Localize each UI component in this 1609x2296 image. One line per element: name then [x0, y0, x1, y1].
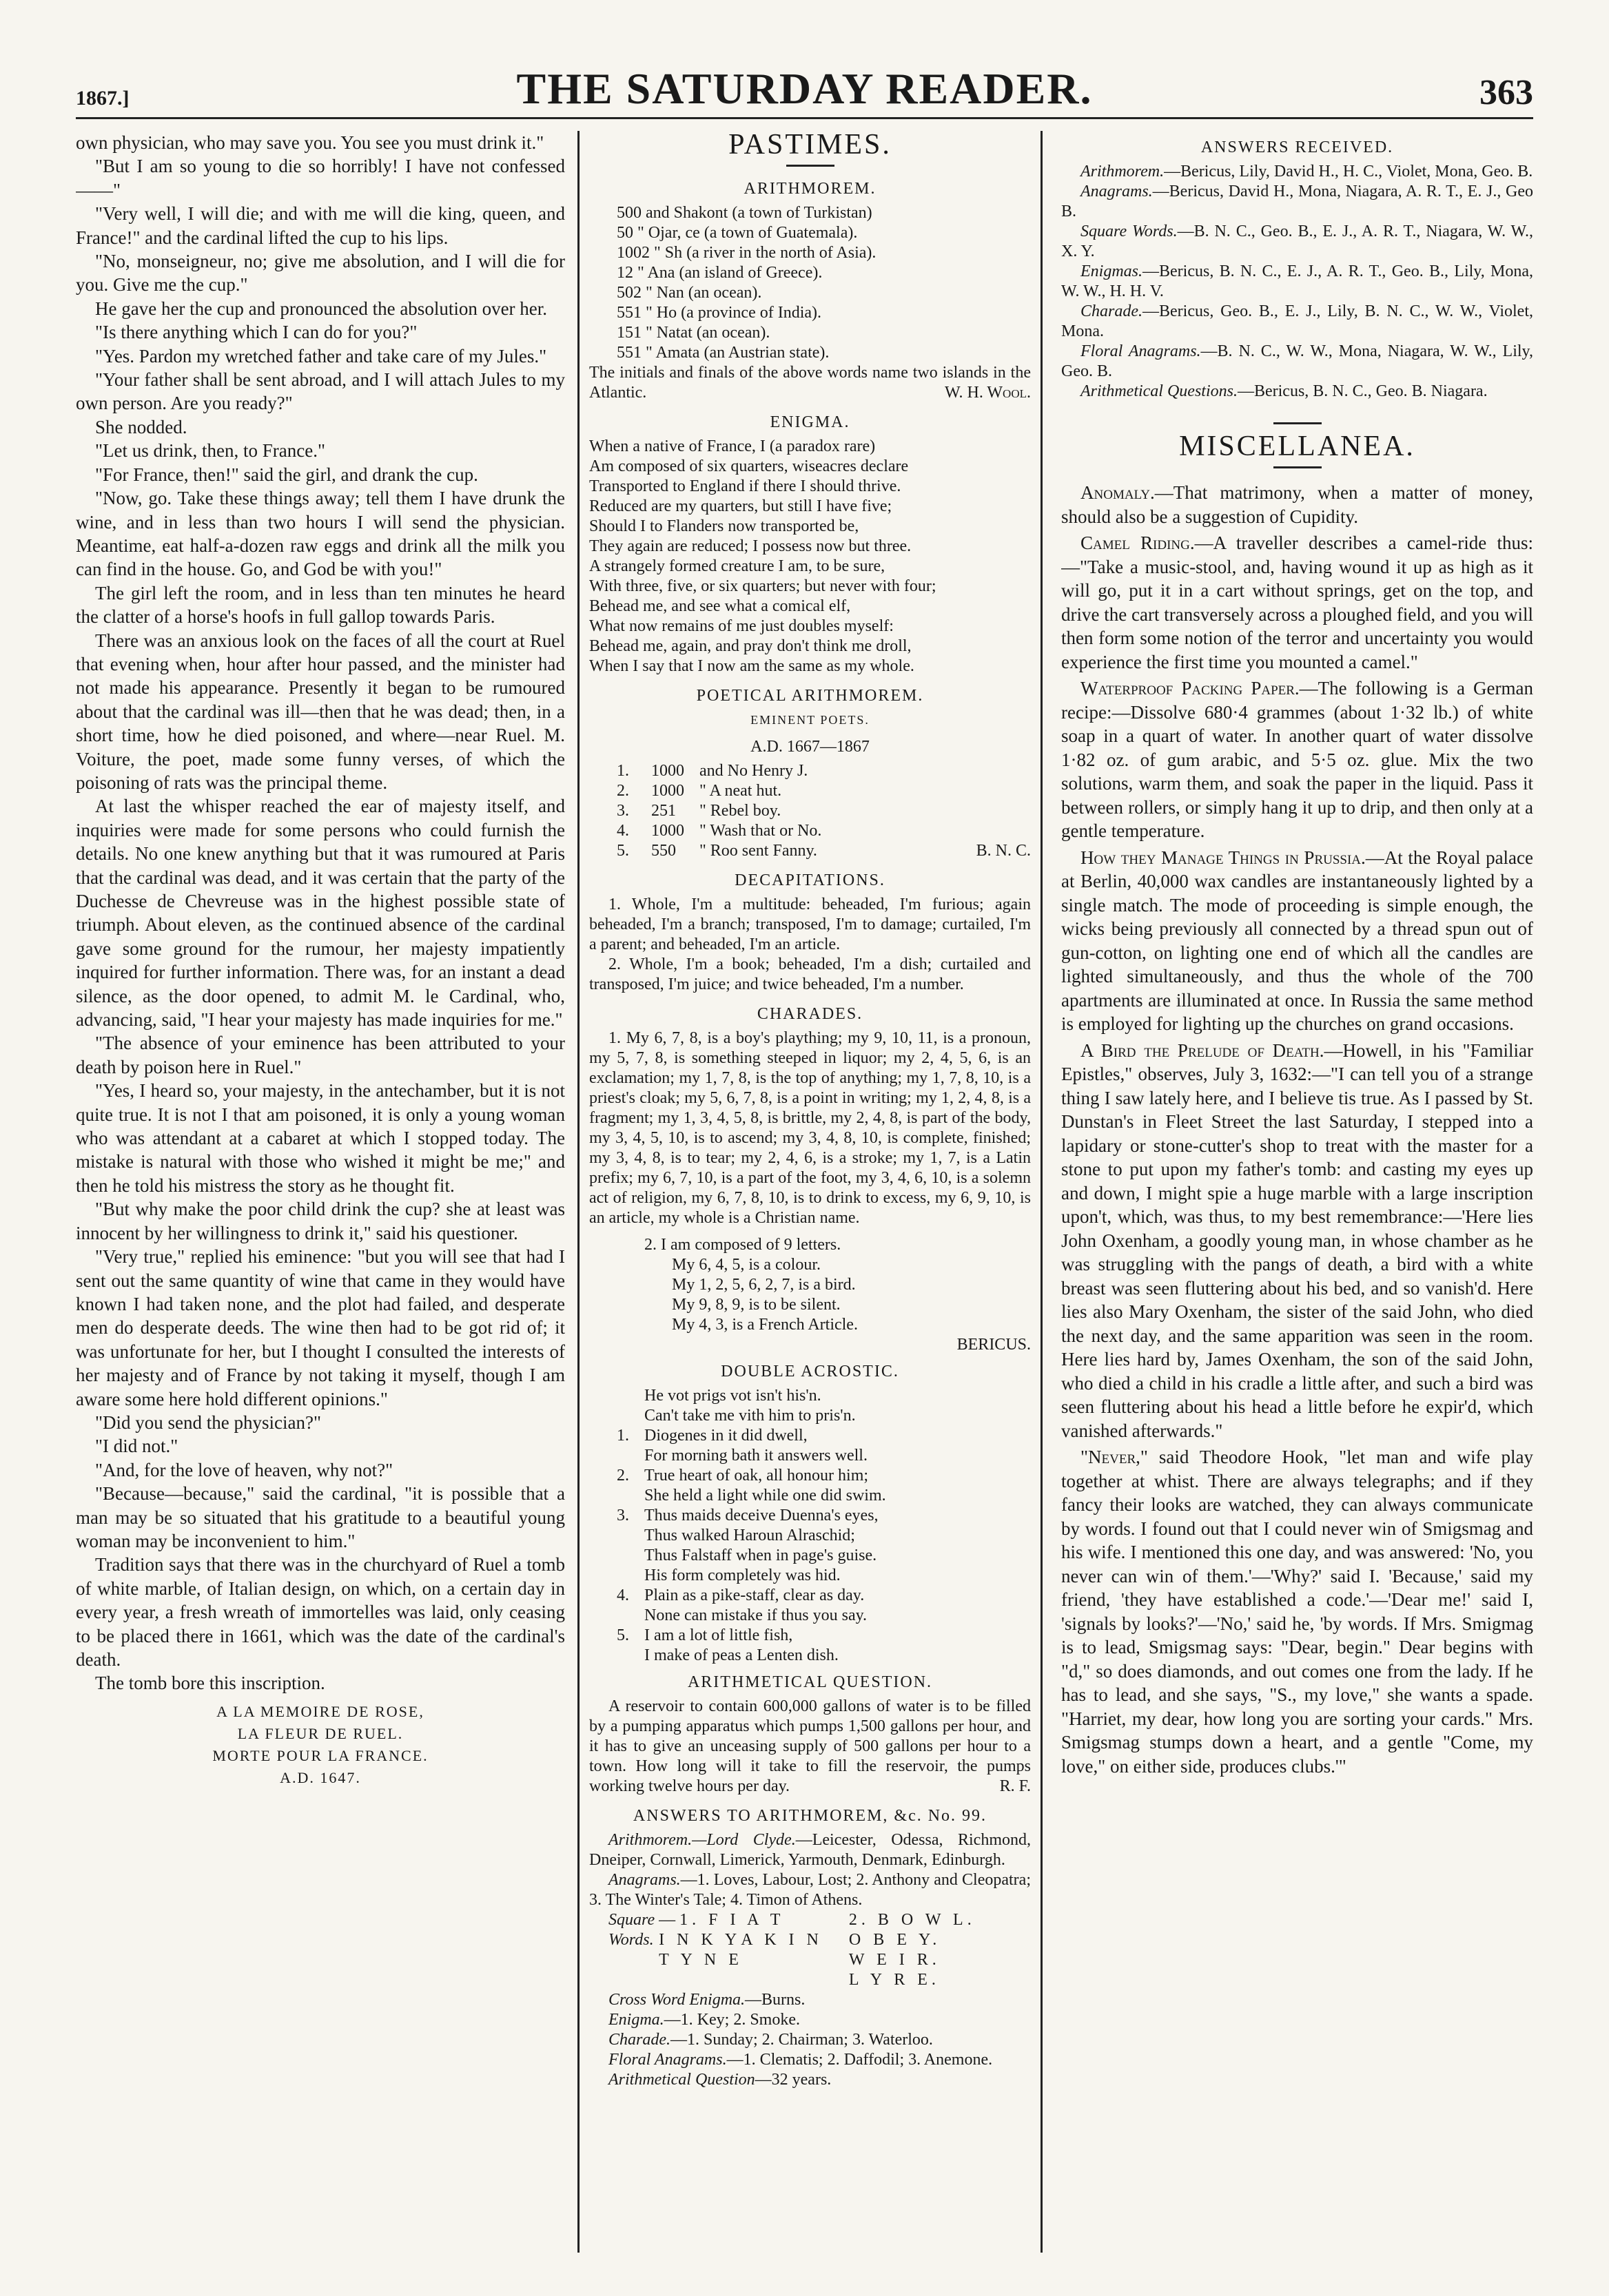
arithmorem-title: ARITHMOREM.	[744, 180, 877, 198]
miscellanea-title: MISCELLANEA.	[1179, 431, 1415, 462]
acrostic-text: She held a light while one did swim.	[644, 1487, 886, 1504]
enigma-line: Transported to England if there I should thrive.	[589, 477, 901, 495]
arith-question-signature: R. F.	[999, 1777, 1031, 1795]
arithmorem-line: 502 " Nan (an ocean).	[617, 284, 762, 302]
inscription-line: LA FLEUR DE RUEL.	[237, 1724, 404, 1742]
answer-received-item	[1061, 182, 1533, 222]
enigma-title: ENIGMA.	[770, 413, 850, 431]
miscellanea-item	[1061, 1445, 1533, 1778]
story-paragraph: own physician, who may save you. You see you must drink it."	[76, 132, 544, 153]
charades-title: CHARADES.	[757, 1005, 863, 1023]
story-paragraph: "Did you send the physician?"	[95, 1411, 321, 1433]
header-date: 1867.]	[76, 87, 130, 110]
acrostic-number: 5.	[617, 1626, 629, 1644]
story-paragraph: "The absence of your eminence has been attributed to your death by poison here in Ruel."	[76, 1033, 565, 1077]
arith-question-text: A reservoir to contain 600,000 gallons of water is to be filled by a pumping apparatus which pumps 1,500 gallons per hour, and it has to give an unceasing supply of 500 gallons per hour to a town. How long will it take to fill the reservoir, the pumps working twelve hours per day. R. F.	[589, 1697, 1031, 1795]
acrostic-line	[589, 1566, 1031, 1586]
poetical-years: A.D. 1667—1867	[750, 738, 870, 756]
miscellanea-text: —A traveller describes a camel-ride thus:—"Take a music-stool, and, having wound it up as high as it will go, put it in a cart without springs, get on the top, and drive the cart transversely across a ploughed field, and you will then form some notion of the terror and uncertainty you would experience the first time you mounted a camel."	[1061, 532, 1533, 672]
poetical-item-text: and No Henry J.	[699, 762, 808, 780]
answer-anagrams: Anagrams.—1. Loves, Labour, Lost; 2. Anthony and Cleopatra; 3. The Winter's Tale; 4. Timon of Athens.	[589, 1871, 1031, 1909]
story-paragraph: "And, for the love of heaven, why not?"	[95, 1459, 393, 1480]
inscription-line: MORTE POUR LA FRANCE.	[212, 1746, 429, 1764]
enigma-line: Behead me, again, and pray don't think me droll,	[589, 637, 912, 655]
enigma-line: Am composed of six quarters, wiseacres declare	[589, 457, 909, 475]
charade-line: 2. I am composed of 9 letters.	[644, 1236, 841, 1254]
answer-names: —Bericus, Lily, David H., H. C., Violet, Mona, Geo. B.	[1164, 163, 1533, 180]
enigma-line: They again are reduced; I possess now but three.	[589, 537, 912, 555]
poetical-item-value: 1000	[651, 762, 684, 780]
arithmorem-line: 1002 " Sh (a river in the north of Asia).	[617, 244, 877, 262]
miscellanea-text: —The following is a German recipe:—Dissolve 680·4 grammes (about 1·32 lb.) of white soap in a quart of water. In another quart of water dissolve 1·82 oz. of gum arabic, and 5·5 oz. glue. Mix the two solutions, warm them, and soak the paper in the liquid. Pass it between rollers, or simply hang it up to drip, and then only at a gentle temperature.	[1061, 678, 1533, 841]
enigma-line: Reduced are my quarters, but still I have five;	[589, 497, 892, 515]
square-word-right: L Y R E.	[848, 1971, 940, 1989]
story-paragraph: "Very true," replied his eminence: "but you will see that had I sent out the same quantity of wine that came in they would have known I had taken none, and the plot had failed, and desperate men do desperate deeds. The wine then had to be got rid of; it was unfortunate for her, but I thought I consulted the interests of her majesty and of France by not taking it myself, though I am aware some here hold different opinions."	[76, 1246, 565, 1409]
acrostic-text: Thus maids deceive Duenna's eyes,	[644, 1507, 879, 1524]
story-paragraph: "Let us drink, then, to France."	[95, 440, 325, 462]
acrostic-text: For morning bath it answers well.	[644, 1447, 868, 1465]
charade-item-1: 1. My 6, 7, 8, is a boy's plaything; my 9, 10, 11, is a pronoun, my 5, 7, 8, is something steeped in liquor; my 2, 4, 5, 6, is an exclamation; my 1, 7, 8, is the top of anything; my 1, 7, 8, 10, is a priest's cloak; my 5, 6, 7, 8, is a point in writing; my 1, 2, 4, 8, is a fragment; my 1, 3, 4, 5, 8, is brittle, my 2, 4, 8, is part of the body, my 3, 4, 5, 10, is to ascend; my 3, 4, 8, 10, is complete, finished; my 3, 4, 8, is to tear; my 2, 4, 6, is a stroke; my 1, 7, is a Latin prefix; my 6, 7, 10, is a part of the foot, my 3, 4, 6, 10, is a solemn act of religion, my 6, 7, 8, 10, is to drink to excess, my 6, 9, 10, is an article, my whole is a Christian name.	[589, 1029, 1031, 1227]
acrostic-line	[589, 1646, 1031, 1666]
answer-names: —Bericus, B. N. C., Geo. B. Niagara.	[1237, 382, 1488, 400]
decapitation-item: 2. Whole, I'm a book; beheaded, I'm a dish; curtailed and transposed, I'm juice; and twice beheaded, I'm a number.	[589, 955, 1031, 993]
square-word-left: —1. F I A T	[659, 1911, 785, 1929]
story-paragraph: "I did not."	[95, 1436, 178, 1457]
answer-names: —Bericus, Geo. B., E. J., Lily, B. N. C., W. W., Violet, Mona.	[1061, 302, 1533, 340]
answer-names: —B. N. C., Geo. B., E. J., A. R. T., Niagara, W. W., X. Y.	[1061, 223, 1533, 260]
story-paragraph: The tomb bore this inscription.	[95, 1673, 325, 1694]
story-paragraph: "No, monseigneur, no; give me absolution, and I will die for you. Give me the cup."	[76, 251, 565, 296]
story-paragraph: "Is there anything which I can do for you?"	[95, 322, 418, 343]
answers-received-list	[1061, 162, 1533, 402]
poetical-item-text: " Roo sent Fanny.	[699, 842, 817, 860]
answer-square-words: Square Words. —1. F I A TI N K YA K I NT Y N E 2. B O W L.O B E Y.W E I R.L Y R E.	[608, 1911, 976, 1989]
poetical-item	[617, 801, 1031, 821]
answers-received-title: ANSWERS RECEIVED.	[1200, 138, 1394, 156]
arithmorem-line: 12 " Ana (an island of Greece).	[617, 264, 823, 282]
story-paragraph: "Yes. Pardon my wretched father and take care of my Jules."	[95, 345, 547, 366]
story-paragraph: "For France, then!" said the girl, and drank the cup.	[95, 464, 478, 485]
enigma-line: A strangely formed creature I am, to be sure,	[589, 557, 885, 575]
acrostic-line	[589, 1426, 1031, 1446]
miscellanea-heading: How they Manage Things in Prussia.	[1080, 847, 1366, 868]
answer-received-item	[1061, 382, 1533, 402]
arithmorem-line: 551 " Amata (an Austrian state).	[617, 344, 830, 362]
miscellanea-item	[1061, 1039, 1533, 1443]
acrostic-line	[589, 1546, 1031, 1566]
miscellanea-text: —At the Royal palace at Berlin, 40,000 wax candles are instantaneously lighted by a single match. The mode of proceeding is simple enough, the wicks being previously all connected by a thread spun out of gun-cotton, on lighting one end of which all the candles are lighted simultaneously, and thus the whole of the 700 apartments are illuminated at once. In Russia the same method is employed for lighting up the churches on grand occasions.	[1061, 847, 1533, 1034]
arithmorem-line: 500 and Shakont (a town of Turkistan)	[617, 204, 872, 222]
poetical-item	[617, 841, 1031, 861]
acrostic-line	[589, 1586, 1031, 1606]
arithmorem-signature: W. H. Wool.	[945, 384, 1031, 402]
answer-charade: Charade.—1. Sunday; 2. Chairman; 3. Waterloo.	[608, 2031, 933, 2049]
answer-enigma: Enigma.—1. Key; 2. Smoke.	[608, 2011, 800, 2029]
enigma-line: When a native of France, I (a paradox rare)	[589, 437, 876, 455]
acrostic-text: Thus walked Haroun Alraschid;	[644, 1527, 855, 1544]
acrostic-number: 3.	[617, 1507, 629, 1524]
acrostic-title: DOUBLE ACROSTIC.	[721, 1363, 899, 1380]
miscellanea-item	[1061, 676, 1533, 843]
square-word-right: O B E Y.	[848, 1931, 941, 1949]
tomb-inscription	[76, 1701, 565, 1789]
acrostic-line	[589, 1486, 1031, 1506]
arithmorem-lines	[589, 203, 1031, 363]
acrostic-line	[589, 1446, 1031, 1466]
poetical-item-text: " Rebel boy.	[699, 802, 781, 820]
enigma-line: When I say that I now am the same as my whole.	[589, 657, 914, 675]
poetical-item-value: 251	[651, 802, 676, 820]
poetical-item	[617, 781, 1031, 801]
miscellanea-heading: A Bird the Prelude of Death.	[1080, 1040, 1324, 1061]
answer-label: Square Words.	[1080, 223, 1178, 240]
enigma-line: What now remains of me just doubles myself:	[589, 617, 894, 635]
square-word-left: T Y N E	[659, 1951, 743, 1969]
acrostic-text: Plain as a pike-staff, clear as day.	[644, 1586, 865, 1604]
story-paragraph: At last the whisper reached the ear of majesty itself, and inquiries were made for some persons who could furnish the details. No one knew anything but that it was rumoured at Paris that the cardinal was dead, and it was certain that the party of the Duchesse de Chevreuse was in the highest possible state of triumph. About eleven, as the continued absence of the cardinal gave some ground for the rumour, her majesty impatiently inquired for further information. There was, for an instant a dead silence, as the door opened, to admit M. le Cardinal, who, advancing, said, "I hear your majesty has made inquiries for me."	[76, 796, 565, 1031]
story-paragraph: "Because—because," said the cardinal, "it is possible that a man may be so situated that his gratitude to a beautiful young woman may be inconvenient to him."	[76, 1483, 565, 1551]
poetical-item-number: 4.	[617, 822, 629, 840]
poetical-item-text: " A neat hut.	[699, 782, 782, 800]
inscription-line: A.D. 1647.	[280, 1768, 361, 1786]
story-paragraph: "Yes, I heard so, your majesty, in the antechamber, but it is not quite true. It is not I that am poisoned, it is only a young woman who was attendant at a cabaret at which I stopped today. The mistake is natural with those who wished it might be me;" and then he told his mistress the story as he thought fit.	[76, 1080, 565, 1196]
enigma-line: With three, five, or six quarters; but never with four;	[589, 577, 936, 595]
poetical-item-value: 550	[651, 842, 676, 860]
story-paragraph: The girl left the room, and in less than ten minutes he heard the clatter of a horse's hoofs in full gallop towards Paris.	[76, 582, 565, 628]
acrostic-text: Diogenes in it did dwell,	[644, 1427, 808, 1445]
acrostic-text: Thus Falstaff when in page's guise.	[644, 1547, 877, 1564]
decapitation-item: 1. Whole, I'm a multitude: beheaded, I'm furious; again beheaded, I'm a branch; transposed, I'm to damage; curtailed, I'm a parent; and beheaded, I'm an article.	[589, 896, 1031, 953]
acrostic-number: 4.	[617, 1586, 629, 1604]
acrostic-line	[589, 1466, 1031, 1486]
poetical-item-number: 5.	[617, 842, 629, 860]
decapitations-title: DECAPITATIONS.	[735, 871, 885, 889]
miscellanea-heading: Anomaly.	[1080, 482, 1155, 503]
acrostic-number: 2.	[617, 1467, 629, 1485]
poetical-item-number: 3.	[617, 802, 629, 820]
answer-cross-word: Cross Word Enigma.—Burns.	[608, 1991, 806, 2009]
poetical-item-value: 1000	[651, 782, 684, 800]
enigma-line: Behead me, and see what a comical elf,	[589, 597, 851, 615]
column-miscellanea	[1061, 131, 1533, 2253]
poetical-item-number: 1.	[617, 762, 629, 780]
enigma-line: Should I to Flanders now transported be,	[589, 517, 859, 535]
charade-line: My 6, 4, 5, is a colour.	[672, 1256, 821, 1274]
answer-names: —Bericus, B. N. C., E. J., A. R. T., Geo. B., Lily, Mona, W. W., H. H. V.	[1061, 262, 1533, 300]
answer-names: —B. N. C., W. W., Mona, Niagara, W. W., Lily, Geo. B.	[1061, 342, 1533, 380]
acrostic-text: True heart of oak, all honour him;	[644, 1467, 869, 1485]
miscellanea-text: —Howell, in his "Familiar Epistles," observes, July 3, 1632:—"I can tell you of a strange thing I saw lately here, and I believe tis true. As I passed by St. Dunstan's in Fleet Street the last Saturday, I stepped into a lapidary or stone-cutter's shop to treat with the master for a stone to put upon my father's tomb: and casting my eyes up and down, I might spie a huge marble with a large inscription upon't, which, was thus, to my best remembrance:—'Here lies John Oxenham, a goodly young man, in whose chamber as he was struggling with the pangs of death, a bird with a white breast was seen fluttering about his bed, and so vanish'd. Here lies also Mary Oxenham, the sister of the said John, who died the next day, and the same apparition was seen in the room. Here lies hard by, James Oxenham, the son of the said John, who died a child in his cradle a little after, and such a bird was seen fluttering about his head a little before he expir'd, which vanished afterwards."	[1061, 1040, 1533, 1441]
miscellanea-heading: "Never,"	[1080, 1447, 1148, 1467]
answer-label: Arithmorem.	[1080, 163, 1165, 180]
poetical-item-number: 2.	[617, 782, 629, 800]
story-paragraph: "But why make the poor child drink the cup? she at least was innocent by her willingness to drink it," said his questioner.	[76, 1199, 565, 1243]
arithmorem-footer: The initials and finals of the above words name two islands in the Atlantic. W. H. Wool.	[589, 364, 1031, 402]
acrostic-line	[589, 1506, 1031, 1526]
answer-label: Floral Anagrams.	[1080, 342, 1201, 360]
arithmorem-line: 151 " Natat (an ocean).	[617, 324, 770, 342]
inscription-line: A LA MEMOIRE DE ROSE,	[216, 1702, 424, 1720]
miscellanea-item	[1061, 846, 1533, 1036]
poetical-signature: B. N. C.	[976, 842, 1031, 860]
acrostic-line	[589, 1626, 1031, 1646]
answer-arith-question: Arithmetical Question—32 years.	[608, 2071, 832, 2089]
page-header	[76, 62, 1533, 119]
poetical-item	[617, 761, 1031, 781]
column-pastimes	[577, 131, 1043, 2253]
acrostic-items	[589, 1426, 1031, 1666]
answer-label: Arithmetical Questions.	[1080, 382, 1238, 400]
answer-floral: Floral Anagrams.—1. Clematis; 2. Daffodil; 3. Anemone.	[608, 2051, 993, 2069]
arithmorem-line: 50 " Ojar, ce (a town of Guatemala).	[617, 224, 858, 242]
story-paragraph: There was an anxious look on the faces of all the court at Ruel that evening when, hour after hour passed, and the minister had not made his appearance. Presently it began to be rumoured about that the cardinal was ill—then that he was dead; then, in a short time, how he died poisoned, and where—near Ruel. M. Voiture, the poet, made some funny verses, of which the poisoning of rats was the principal theme.	[76, 630, 565, 793]
charade-line: My 9, 8, 9, is to be silent.	[672, 1296, 841, 1314]
arith-question-title: ARITHMETICAL QUESTION.	[687, 1673, 933, 1691]
title-rule	[786, 165, 834, 167]
story-paragraph: "Very well, I will die; and with me will die king, queen, and France!" and the cardinal lifted the cup to his lips.	[76, 203, 565, 248]
acrostic-intro-line: Can't take me vith him to pris'n.	[644, 1407, 856, 1425]
poetical-item-value: 1000	[651, 822, 684, 840]
acrostic-line	[589, 1606, 1031, 1626]
acrostic-text: I make of peas a Lenten dish.	[644, 1646, 839, 1664]
answer-received-item	[1061, 302, 1533, 342]
miscellanea-item	[1061, 531, 1533, 674]
poetical-subtitle: EMINENT POETS.	[750, 713, 870, 727]
square-word-right: 2. B O W L.	[848, 1911, 976, 1929]
charade-line: My 1, 2, 5, 6, 2, 7, is a bird.	[672, 1276, 856, 1294]
answer-arithmorem: Arithmorem.—Lord Clyde.—Leicester, Odessa, Richmond, Dneiper, Cornwall, Limerick, Yarmouth, Denmark, Edinburgh.	[589, 1831, 1031, 1869]
answer-label: Anagrams.	[1080, 183, 1153, 200]
miscellanea-text: said Theodore Hook, "let man and wife play together at whist. There are always telegraphs; and if they fancy their looks are watched, they can always communicate by words. I found out that I could never win of Smigsmag and his wife. I mentioned this one day, and was answered: 'No, you never can win of them.'—'Why?' said I. 'Because,' said my friend, 'they have established a code.'—'Dear me!' said I, 'signals by looks?'—'No,' said he, 'by words. If Mrs. Smigmag is to lead, Smigsmag says: "Dear, begin." Dear begins with "d," so does diamonds, and out comes one from the lady. If he has to lead, and she says, "S., my love," she wants a spade. "Harriet, my dear, how long you are sorting your cards." Mrs. Smigsmag stumps down a heart, and a gentle "Come, my love," on either side, produces clubs.'"	[1061, 1447, 1533, 1777]
miscellanea-items	[1061, 481, 1533, 1778]
answers99-title: ANSWERS TO ARITHMOREM, &c. No. 99.	[633, 1807, 987, 1825]
poetical-items	[589, 761, 1031, 861]
miscellanea-item	[1061, 481, 1533, 528]
section-rule	[1273, 422, 1322, 424]
decapitation-items	[589, 895, 1031, 995]
poetical-item	[617, 821, 1031, 841]
miscellanea-heading: Camel Riding.	[1080, 532, 1195, 553]
answer-received-item	[1061, 342, 1533, 382]
acrostic-line	[589, 1526, 1031, 1546]
answer-received-item	[1061, 222, 1533, 262]
miscellanea-heading: Waterproof Packing Paper.	[1080, 678, 1300, 699]
story-paragraphs	[76, 131, 565, 1695]
answer-received-item	[1061, 262, 1533, 302]
acrostic-text: None can mistake if thus you say.	[644, 1606, 868, 1624]
poetical-title: POETICAL ARITHMOREM.	[696, 687, 924, 705]
charades-signature: BERICUS.	[956, 1336, 1031, 1354]
acrostic-intro-line: He vot prigs vot isn't his'n.	[644, 1387, 821, 1405]
header-title: THE SATURDAY READER.	[516, 64, 1093, 113]
story-paragraph: Tradition says that there was in the churchyard of Ruel a tomb of white marble, of Italian design, on which, on a certain day in every year, a fresh wreath of immortelles was laid, only ceasing to be placed there in 1661, which was the date of the cardinal's death.	[76, 1554, 565, 1670]
answer-names: —Bericus, David H., Mona, Niagara, A. R. T., E. J., Geo B.	[1061, 183, 1533, 220]
story-paragraph: She nodded.	[95, 416, 187, 437]
square-word-left: I N K Y	[659, 1931, 741, 1949]
column-story	[76, 131, 565, 2253]
poetical-item-text: " Wash that or No.	[699, 822, 822, 840]
square-word-left: A K I N	[741, 1931, 823, 1949]
arithmorem-line: 551 " Ho (a province of India).	[617, 304, 822, 322]
square-word-right: W E I R.	[848, 1951, 941, 1969]
story-paragraph: "Now, go. Take these things away; tell them I have drunk the wine, and in less than two hours I will send the physician. Meantime, eat half-a-dozen raw eggs and drink all the milk you can find in the house. Go, and God be with you!"	[76, 488, 565, 580]
story-paragraph: "Your father shall be sent abroad, and I will attach Jules to my own person. Are you ready?"	[76, 369, 565, 414]
story-paragraph: "But I am so young to die so horribly! I have not confessed——"	[76, 156, 565, 200]
charade-line: My 4, 3, is a French Article.	[672, 1316, 858, 1334]
answer-label: Charade.	[1080, 302, 1142, 320]
acrostic-number: 1.	[617, 1427, 629, 1445]
enigma-lines	[589, 437, 1031, 676]
answer-label: Enigmas.	[1080, 262, 1142, 280]
acrostic-text: I am a lot of little fish,	[644, 1626, 793, 1644]
charade-item-2	[589, 1235, 1031, 1335]
acrostic-text: His form completely was hid.	[644, 1566, 841, 1584]
acrostic-intro	[589, 1386, 1031, 1426]
pastimes-title: PASTIMES.	[728, 131, 892, 161]
story-paragraph: He gave her the cup and pronounced the absolution over her.	[95, 298, 548, 319]
miscellanea-text: —That matrimony, when a matter of money, should also be a suggestion of Cupidity.	[1061, 482, 1533, 527]
header-page-number: 363	[1479, 73, 1533, 112]
title-rule-2	[1273, 466, 1322, 468]
answer-received-item	[1061, 162, 1533, 182]
